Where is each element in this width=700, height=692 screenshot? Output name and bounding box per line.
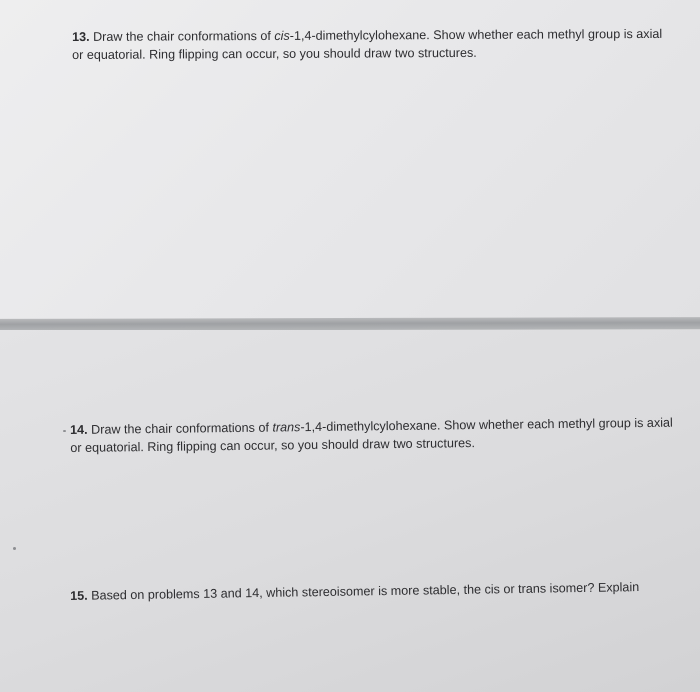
- question-14: [70, 413, 685, 457]
- question-number: 14.: [70, 422, 88, 437]
- question-number: 13.: [72, 29, 90, 44]
- paper-speck: [63, 430, 66, 432]
- question-text: Draw the chair conformations of: [87, 420, 273, 437]
- page-lower-section: [0, 330, 700, 692]
- question-text: Draw the chair conformations of: [89, 28, 275, 44]
- page-divider: [0, 317, 700, 331]
- question-text: -1,4-dimethylcylohexane. Show whether each methyl group is axial or equatorial. Ring flipping can occur, so you should draw two structures.: [72, 26, 663, 62]
- isomer-prefix: cis: [274, 28, 290, 43]
- question-13: [72, 25, 672, 64]
- question-number: 15.: [70, 588, 88, 603]
- isomer-prefix: trans: [272, 420, 301, 435]
- paper-speck: [13, 547, 16, 550]
- question-text: -1,4-dimethylcylohexane. Show whether each methyl group is axial or equatorial. Ring flipping can occur, so you should draw two structures.: [70, 415, 673, 455]
- question-text: Based on problems 13 and 14, which stereoisomer is more stable, the cis or trans isomer? Explain: [87, 580, 640, 603]
